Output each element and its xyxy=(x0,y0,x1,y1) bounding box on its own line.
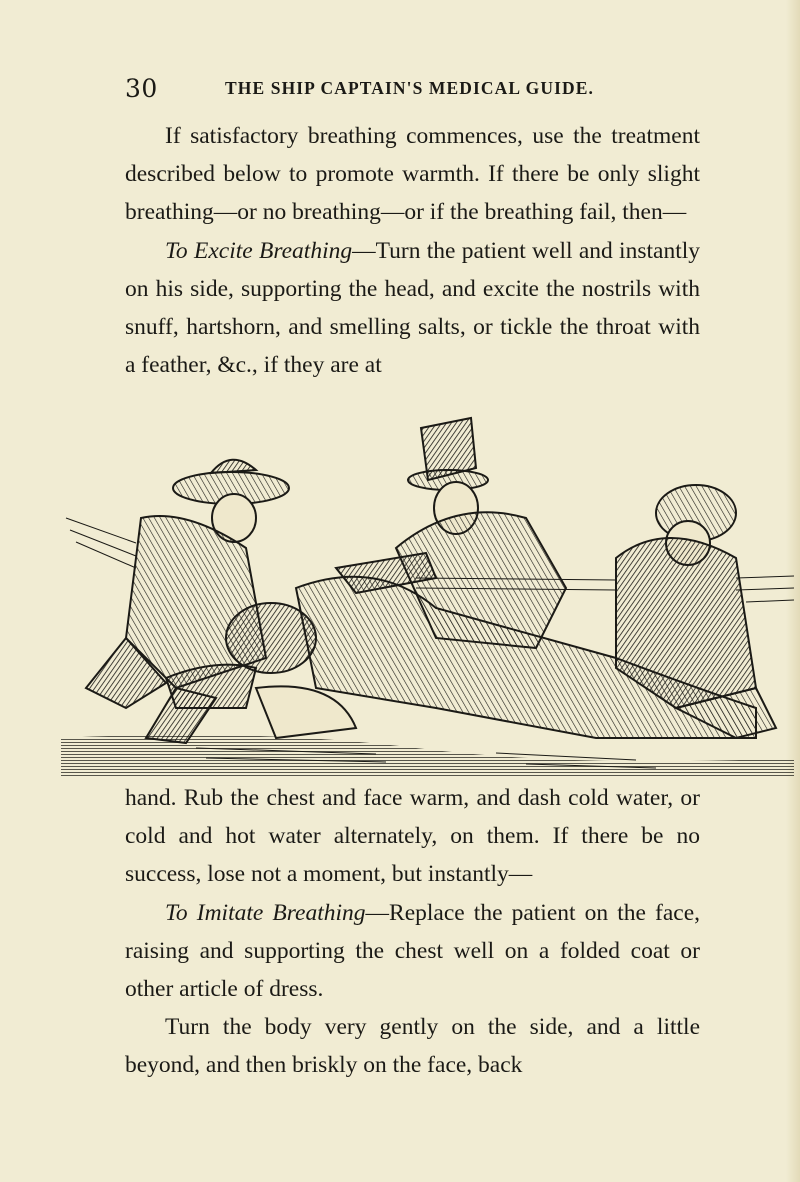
paragraph: hand. Rub the chest and face warm, and dash cold water, or cold and hot water alternately, on them. If there be no success, lose not a moment, but instantly— xyxy=(125,785,700,888)
text-block-bottom xyxy=(125,779,700,1085)
paragraph-excite-breathing xyxy=(125,232,700,385)
section-lead: To Imitate Breathing xyxy=(165,899,366,926)
section-lead: To Excite Breathing xyxy=(165,237,353,264)
paragraph: Turn the body very gently on the side, and a little beyond, and then briskly on the face, back xyxy=(125,1014,700,1079)
paragraph-body: —Replace the patient on the face, raising and supporting the chest well on a folded coat or other article of dress. xyxy=(125,899,701,1003)
paragraph: If satisfactory breathing commences, use the treatment described below to promote warmth. If there be only slight breathing—or no breathing—or if the breathing fail, then— xyxy=(125,123,700,226)
paragraph-body: —Turn the patient well and instantly on his side, supporting the head, and excite the nostrils with snuff, hartshorn, and smelling salts, or tickle the throat with a feather, &c., if they are at xyxy=(125,237,701,379)
paragraph-imitate-breathing xyxy=(125,894,700,1009)
text-block-top xyxy=(125,117,700,384)
page-header xyxy=(125,74,685,104)
page-number: 30 xyxy=(125,74,158,103)
engraving-illustration xyxy=(56,408,794,776)
running-title: THE SHIP CAPTAIN'S MEDICAL GUIDE. xyxy=(225,78,595,98)
rescue-scene-engraving xyxy=(56,408,794,776)
